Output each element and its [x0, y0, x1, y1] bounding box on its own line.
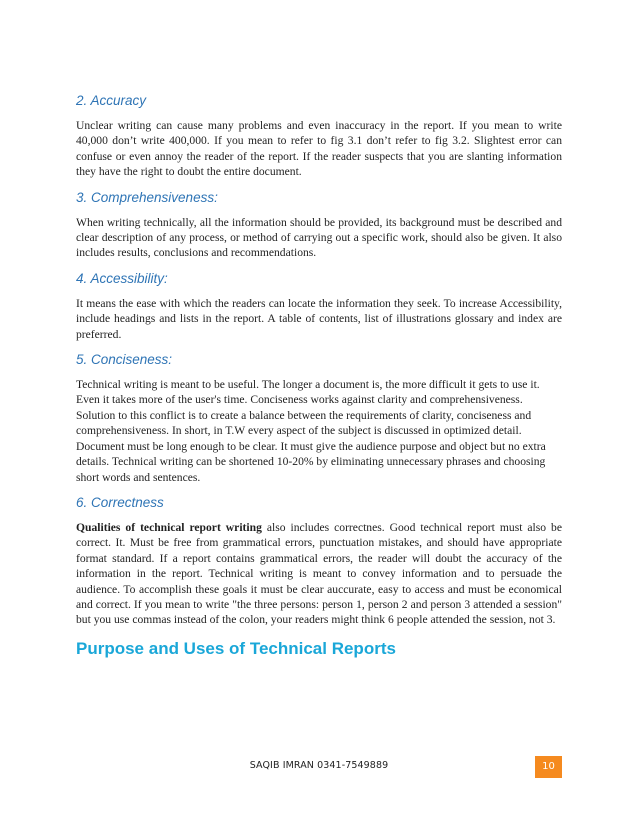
section-body: It means the ease with which the readers can locate the information they seek. To increase Accessibility, include headings and lists in the report. A table of contents, list of illustrations glossary and index are preferred. — [76, 296, 562, 341]
section-accessibility — [76, 270, 562, 342]
page-number-badge: 10 — [535, 756, 562, 778]
section-comprehensiveness — [76, 189, 562, 261]
section-body — [76, 520, 562, 628]
section-heading: 3. Comprehensiveness: — [76, 189, 218, 205]
section-heading: 4. Accessibility: — [76, 270, 168, 286]
section-body: When writing technically, all the information should be provided, its background must be described and clear description of any process, or method of carrying out a specific work, should also be given. It also includes results, conclusions and recommendations. — [76, 215, 562, 260]
section-heading: 2. Accuracy — [76, 93, 147, 108]
page-footer — [0, 756, 638, 780]
bold-phrase: Qualities of technical report writing — [76, 520, 262, 534]
section-heading: 6. Correctness — [76, 494, 164, 510]
section-heading: 5. Conciseness: — [76, 352, 173, 368]
section-conciseness — [76, 351, 562, 485]
section-body: Technical writing is meant to be useful. The longer a document is, the more difficult it gets to use it. Even it takes more of the user's time. Conciseness works against clarity and comprehensiveness. Solution to this conflict is to create a balance between the requirements of clarity, conciseness and comprehensiveness. In short, in T.W every aspect of the subject is discussed in optimized detail. Document must be long enough to be clear. It must give the audience purpose and object but no extra details. Technical writing can be shortened 10-20% by eliminating unnecessary phrases and choosing short words and sentences. — [76, 378, 546, 484]
section-accuracy — [76, 92, 562, 180]
section-body: Unclear writing can cause many problems and even inaccuracy in the report. If you mean to write 40,000 don’t write 400,000. If you mean to refer to fig 3.1 don’t refer to fig 3.2. Slightest error can confuse or even annoy the reader of the report. If the reader suspects that you are slanting information they have the right to doubt the entire document. — [76, 119, 562, 179]
document-page — [76, 92, 562, 660]
body-text: also includes correctnes. Good technical report must also be correct. It. Must be free from grammatical errors, punctuation mistakes, and should have appropriate format standard. If a report contains grammatical errors, the reader will doubt the accuracy of the information in the report. Technical writing is meant to convey information and to persuade the audience. To accomplish these goals it must be clear auccurate, easy to access and must be economical and correct. If you mean to write "the three persons: person 1, person 2 and person 3 attended a session" but you use commas instead of the colon, your readers might think 6 people attended the session, not 3. — [76, 520, 563, 627]
footer-author: SAQIB IMRAN 0341-7549889 — [249, 760, 389, 771]
section-correctness — [76, 494, 562, 628]
main-heading: Purpose and Uses of Technical Reports — [76, 638, 396, 658]
